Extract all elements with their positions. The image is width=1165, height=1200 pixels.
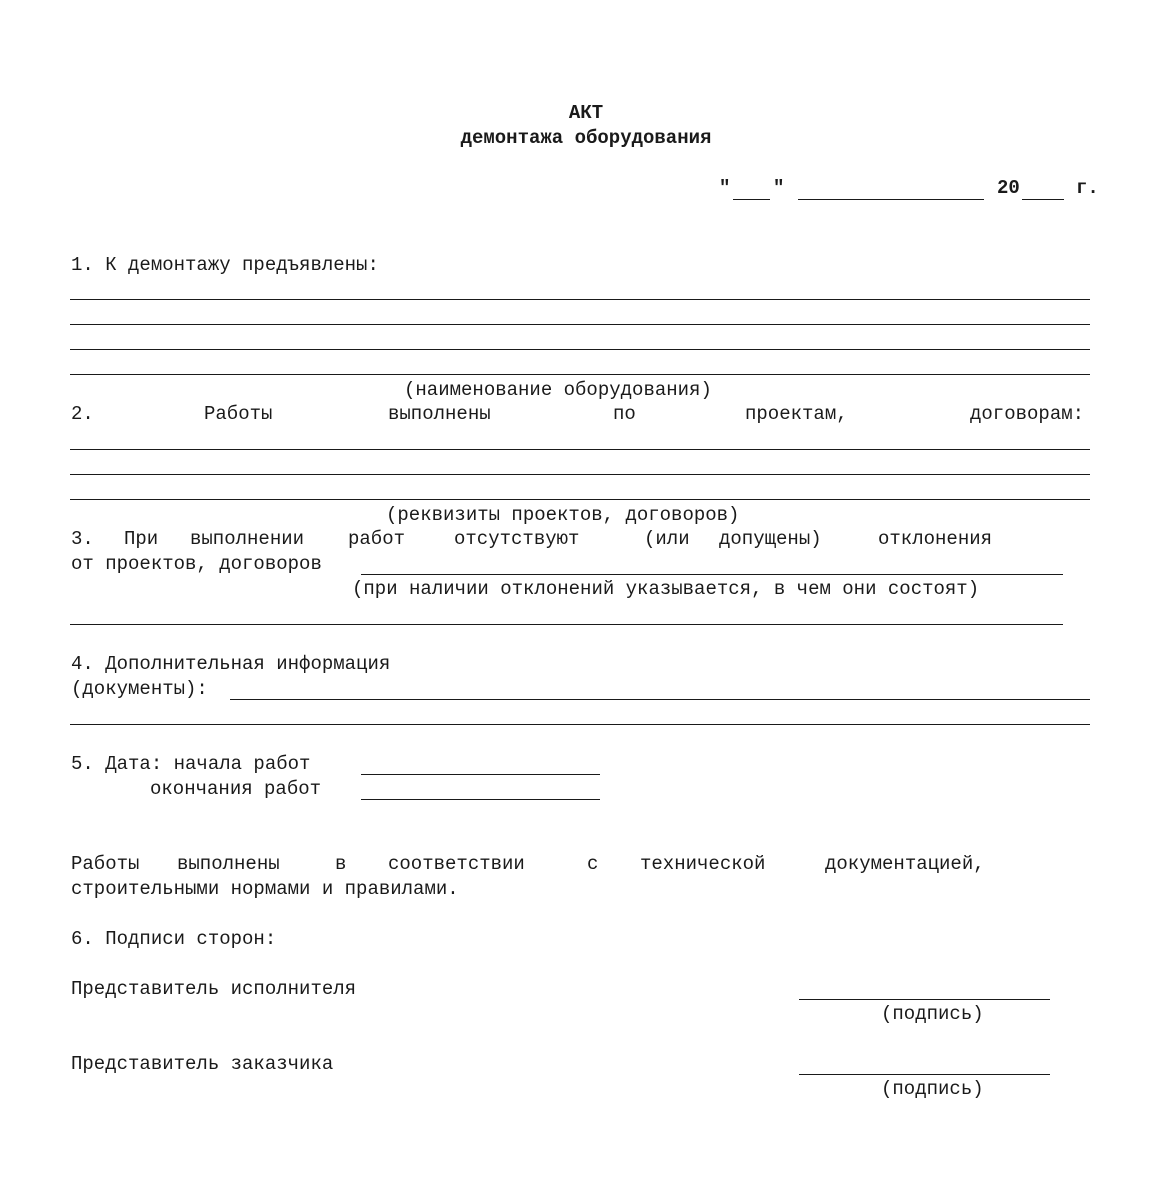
start-date-field[interactable] [361,774,600,775]
executor-signature-line[interactable] [799,999,1050,1000]
equipment-line-4[interactable] [70,374,1090,375]
section-2-word: Работы [204,403,273,425]
equipment-line-1[interactable] [70,299,1090,300]
section-3-line-2: от проектов, договоров [71,553,322,575]
contracts-line-1[interactable] [70,449,1090,450]
section-2-word: договорам: [970,403,1085,425]
executor-label: Представитель исполнителя [71,978,357,1000]
section-2-word: выполнены [388,403,491,425]
document-title: АКТ [568,102,604,124]
documents-line-2[interactable] [70,724,1090,725]
section-3-word: допущены) [719,528,822,550]
date-day-field[interactable] [733,199,770,200]
document-subtitle: демонтажа оборудования [460,127,712,149]
date-day-close-quote: " [773,177,785,199]
conformity-word: Работы [71,853,140,875]
section-3-word: выполнении [190,528,305,550]
contracts-line-2[interactable] [70,474,1090,475]
customer-signature-caption: (подпись) [881,1078,984,1100]
contracts-line-3[interactable] [70,499,1090,500]
equipment-caption: (наименование оборудования) [404,379,712,401]
section-3-word: работ [348,528,406,550]
section-3-word: 3. [71,528,94,550]
documents-line-1[interactable] [230,699,1090,700]
date-year-suffix: г. [1076,177,1099,199]
customer-label: Представитель заказчика [71,1053,334,1075]
date-day-open-quote: " [719,177,731,199]
conformity-word: с [587,853,599,875]
conformity-word: соответствии [388,853,525,875]
deviations-line-2[interactable] [70,624,1063,625]
date-year-field[interactable] [1022,199,1064,200]
section-2-word: 2. [71,403,94,425]
contracts-caption: (реквизиты проектов, договоров) [386,504,740,526]
section-3-word: (или [644,528,690,550]
section-3-word: отклонения [878,528,993,550]
date-year-prefix: 20 [997,177,1020,199]
section-3-word: отсутствуют [454,528,580,550]
equipment-line-3[interactable] [70,349,1090,350]
conformity-word: документацией, [825,853,985,875]
customer-signature-line[interactable] [799,1074,1050,1075]
end-date-field[interactable] [361,799,600,800]
conformity-word: технической [640,853,766,875]
equipment-line-2[interactable] [70,324,1090,325]
section-1-label: 1. К демонтажу предъявлены: [71,254,379,276]
section-2-word: по [613,403,636,425]
conformity-word: выполнены [177,853,280,875]
section-2-word: проектам, [745,403,848,425]
section-4-line-2: (документы): [71,678,208,700]
end-date-label: окончания работ [150,778,322,800]
deviations-caption: (при наличии отклонений указывается, в чем они состоят) [352,578,980,600]
date-month-field[interactable] [798,199,984,200]
start-date-label: 5. Дата: начала работ [71,753,311,775]
conformity-line-2: строительными нормами и правилами. [71,878,459,900]
section-4-label: 4. Дополнительная информация [71,653,391,675]
section-3-word: При [124,528,159,550]
conformity-word: в [335,853,347,875]
deviations-line-1[interactable] [361,574,1063,575]
executor-signature-caption: (подпись) [881,1003,984,1025]
section-6-label: 6. Подписи сторон: [71,928,277,950]
